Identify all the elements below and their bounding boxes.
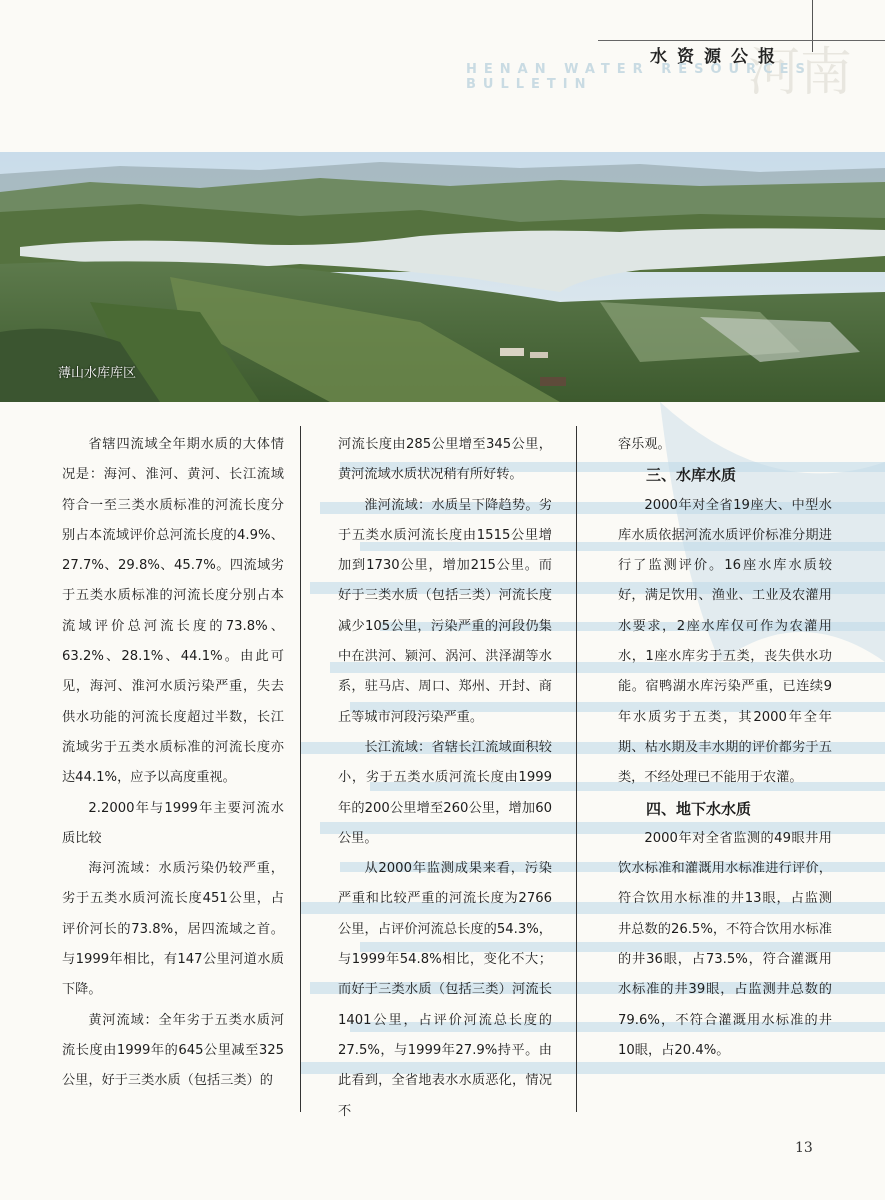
page-number: 13	[795, 1140, 813, 1156]
paragraph: 河流长度由285公里增至345公里，黄河流域水质状况稍有所好转。	[338, 437, 552, 483]
paragraph: 2000年对全省19座大、中型水库水质依据河流水质评价标准分期进行了监测评价。16座水库水质较好，满足饮用、渔业、工业及农灌用水要求，2座水库仅可作为农灌用水，1座水库劣于五类，丧失供水功能。宿鸭湖水库污染严重，已连续9年水质劣于五类，其2000年全年期、枯水期及丰水期的评价都劣于五类，不经处理已不能用于农灌。	[618, 497, 832, 786]
column-divider-2	[576, 426, 577, 1112]
section-heading-reservoir: 三、水库水质	[646, 466, 737, 485]
paragraph: 从2000年监测成果来看，污染严重和比较严重的河流长度为2766公里，占评价河流总长度的54.3%，与1999年54.8%相比，变化不大；而好于三类水质（包括三类）河流长1401公里，占评价河流总长度的27.5%，与1999年27.9%持平。由此看到，全省地表水水质恶化，情况不	[338, 861, 552, 1119]
column-divider-1	[300, 426, 301, 1112]
text-column-2	[338, 430, 552, 1127]
text-column-3	[618, 430, 832, 1066]
calligraphy-logo: 河南	[748, 43, 853, 103]
text-column-1	[62, 430, 284, 1097]
paragraph: 2000年对全省监测的49眼井用饮水标准和灌溉用水标准进行评价，符合饮用水标准的井13眼，占监测井总数的26.5%，不符合饮用水标准的井36眼，占73.5%，符合灌溉用水标准的井39眼，占监测井总数的79.6%，不符合灌溉用水标准的井10眼，占20.4%。	[618, 830, 832, 1058]
journal-title: 水资源公报	[650, 47, 785, 67]
journal-subtitle: HENAN WATER RESOURCES BULLETIN	[466, 62, 812, 92]
section-heading-groundwater: 四、地下水水质	[646, 799, 752, 818]
paragraph: 长江流域：省辖长江流域面积较小，劣于五类水质河流长度由1999年的200公里增至260公里，增加60公里。	[338, 739, 552, 846]
paragraph: 2.2000年与1999年主要河流水质比较	[62, 800, 284, 846]
paragraph: 省辖四流域全年期水质的大体情况是：海河、淮河、黄河、长江流域符合一至三类水质标准的河流长度分别占本流域评价总河流长度的4.9%、27.7%、29.8%、45.7%。四流域劣于五类水质标准的河流长度分别占本流域评价总河流长度的73.8%、63.2%、28.1%、44.1%。由此可见，海河、淮河水质污染严重，失去供水功能的河流长度超过半数，长江流域劣于五类水质标准的河流长度亦达44.1%，应予以高度重视。	[62, 437, 284, 786]
photo-caption: 薄山水库库区	[58, 366, 137, 381]
paragraph: 淮河流域：水质呈下降趋势。劣于五类水质河流长度由1515公里增加到1730公里，增加215公里。而好于三类水质（包括三类）河流长度减少105公里，污染严重的河段仍集中在洪河、颍河、涡河、洪泽湖等水系，驻马店、周口、郑州、开封、商丘等城市河段污染严重。	[338, 497, 552, 725]
paragraph: 黄河流域：全年劣于五类水质河流长度由1999年的645公里减至325公里，好于三类水质（包括三类）的	[62, 1012, 284, 1089]
paragraph: 海河流域：水质污染仍较严重，劣于五类水质河流长度451公里，占评价河长的73.8%，居四流域之首。与1999年相比，有147公里河道水质下降。	[62, 861, 284, 998]
paragraph: 容乐观。	[618, 437, 671, 452]
